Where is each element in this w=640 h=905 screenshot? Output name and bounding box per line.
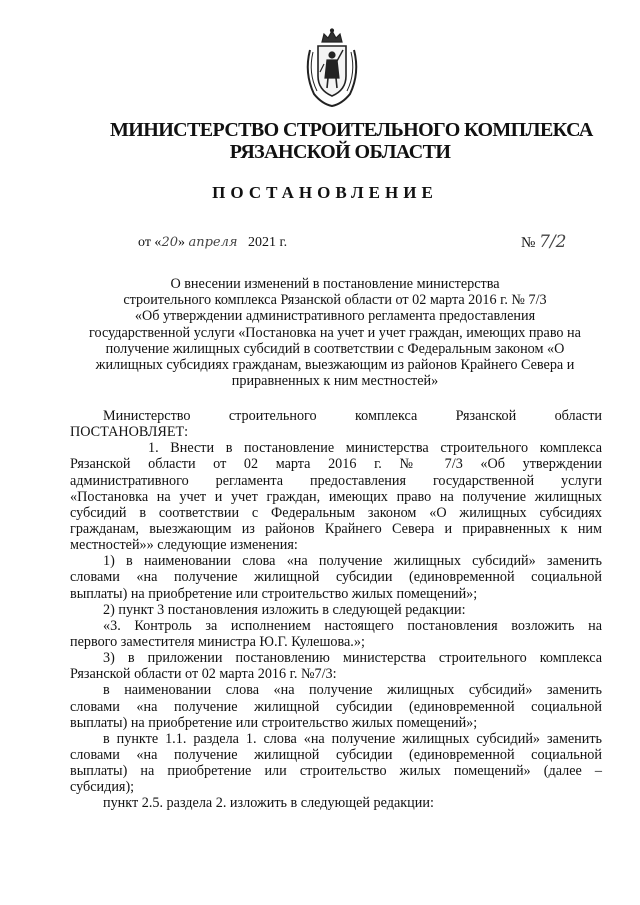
subject-line: О внесении изменений в постановление министерства [170, 276, 500, 292]
body-line: Рязанской области от 02 марта 2016 г. № 7/3 «Об утверждении [70, 456, 602, 473]
body-line: 1. Внести в постановление министерства строительного комплекса [148, 440, 602, 457]
date-month: апреля [188, 235, 238, 250]
body-line: словами «на получение жилищной субсидии (единовременной социальной [70, 569, 602, 586]
number-value: 7/2 [539, 232, 567, 252]
body-line: в пункте 1.1. раздела 1. слова «на получение жилищных субсидий» заменить [103, 730, 602, 747]
body-line: выплаты) на приобретение или строительство жилых помещений»; [70, 714, 478, 731]
number-prefix: № [521, 235, 536, 251]
body-line: пункт 2.5. раздела 2. изложить в следующей редакции: [103, 795, 434, 812]
ministry-name [110, 119, 593, 163]
subject-line: «Об утверждении административного регламента предоставления [134, 308, 536, 325]
document-subject [70, 276, 600, 389]
body-line: Министерство строительного комплекса Рязанской области [103, 408, 602, 424]
body-line: «Постановка на учет и учет граждан, имеющих право на получение жилищных [70, 488, 602, 505]
body-line: выплаты) на приобретение или строительство жилых помещений» (далее – [70, 763, 602, 780]
body-line: первого заместителя министра Ю.Г. Кулешова.»; [70, 633, 365, 650]
body-line: 3) в приложении постановлению министерства строительного комплекса [103, 650, 602, 667]
document-number [521, 232, 566, 252]
body-line: субсидий в соответствии с Федеральным законом «О жилищных субсидиях [70, 504, 602, 521]
document-type-title: ПОСТАНОВЛЕНИЕ [212, 183, 438, 202]
body-line: местностей»» следующие изменения: [70, 537, 298, 554]
date-separator: » [177, 235, 189, 250]
date-day: 20 [161, 235, 178, 250]
subject-line: приравненных к ним местностей» [231, 373, 439, 390]
body-line: административного регламента предоставления государственной услуги [70, 472, 602, 489]
body-line: выплаты) на приобретение или строительство жилых помещений»; [70, 585, 478, 602]
subject-line: получение жилищных субсидий в соответствии с Федеральным законом «О [105, 340, 565, 357]
body-line: субсидия); [70, 779, 135, 796]
ministry-name-line1: МИНИСТЕРСТВО СТРОИТЕЛЬНОГО КОМПЛЕКСА [110, 119, 593, 141]
date-year: 2021 г. [248, 235, 288, 250]
body-line: гражданам, выезжающим из районов Крайнего Севера и приравненных к ним [70, 520, 602, 537]
body-line: 1) в наименовании слова «на получение жилищных субсидий» заменить [103, 553, 602, 570]
document-body [70, 408, 602, 812]
subject-line: государственной услуги «Постановка на учет и учет граждан, имеющих право на [89, 324, 581, 341]
body-line: 2) пункт 3 постановления изложить в следующей редакции: [103, 601, 466, 618]
body-line: «3. Контроль за исполнением настоящего постановления возложить на [103, 617, 602, 634]
body-line: Рязанской области от 02 марта 2016 г. №7/3: [70, 666, 337, 683]
body-line: в наименовании слова «на получение жилищных субсидий» заменить [103, 682, 602, 699]
date-prefix: от « [138, 235, 162, 250]
subject-line: строительного комплекса Рязанской области от 02 марта 2016 г. № 7/3 [123, 292, 547, 309]
body-line: словами «на получение жилищной субсидии (единовременной социальной [70, 746, 602, 763]
ministry-name-line2: РЯЗАНСКОЙ ОБЛАСТИ [229, 141, 451, 163]
coat-of-arms-icon [300, 28, 364, 108]
body-line: ПОСТАНОВЛЯЕТ: [70, 424, 189, 441]
subject-line: жилищных субсидиях гражданам, выезжающим из районов Крайнего Севера и [95, 357, 575, 374]
body-line: словами «на получение жилищной субсидии (единовременной социальной [70, 698, 602, 715]
document-date [138, 235, 287, 251]
